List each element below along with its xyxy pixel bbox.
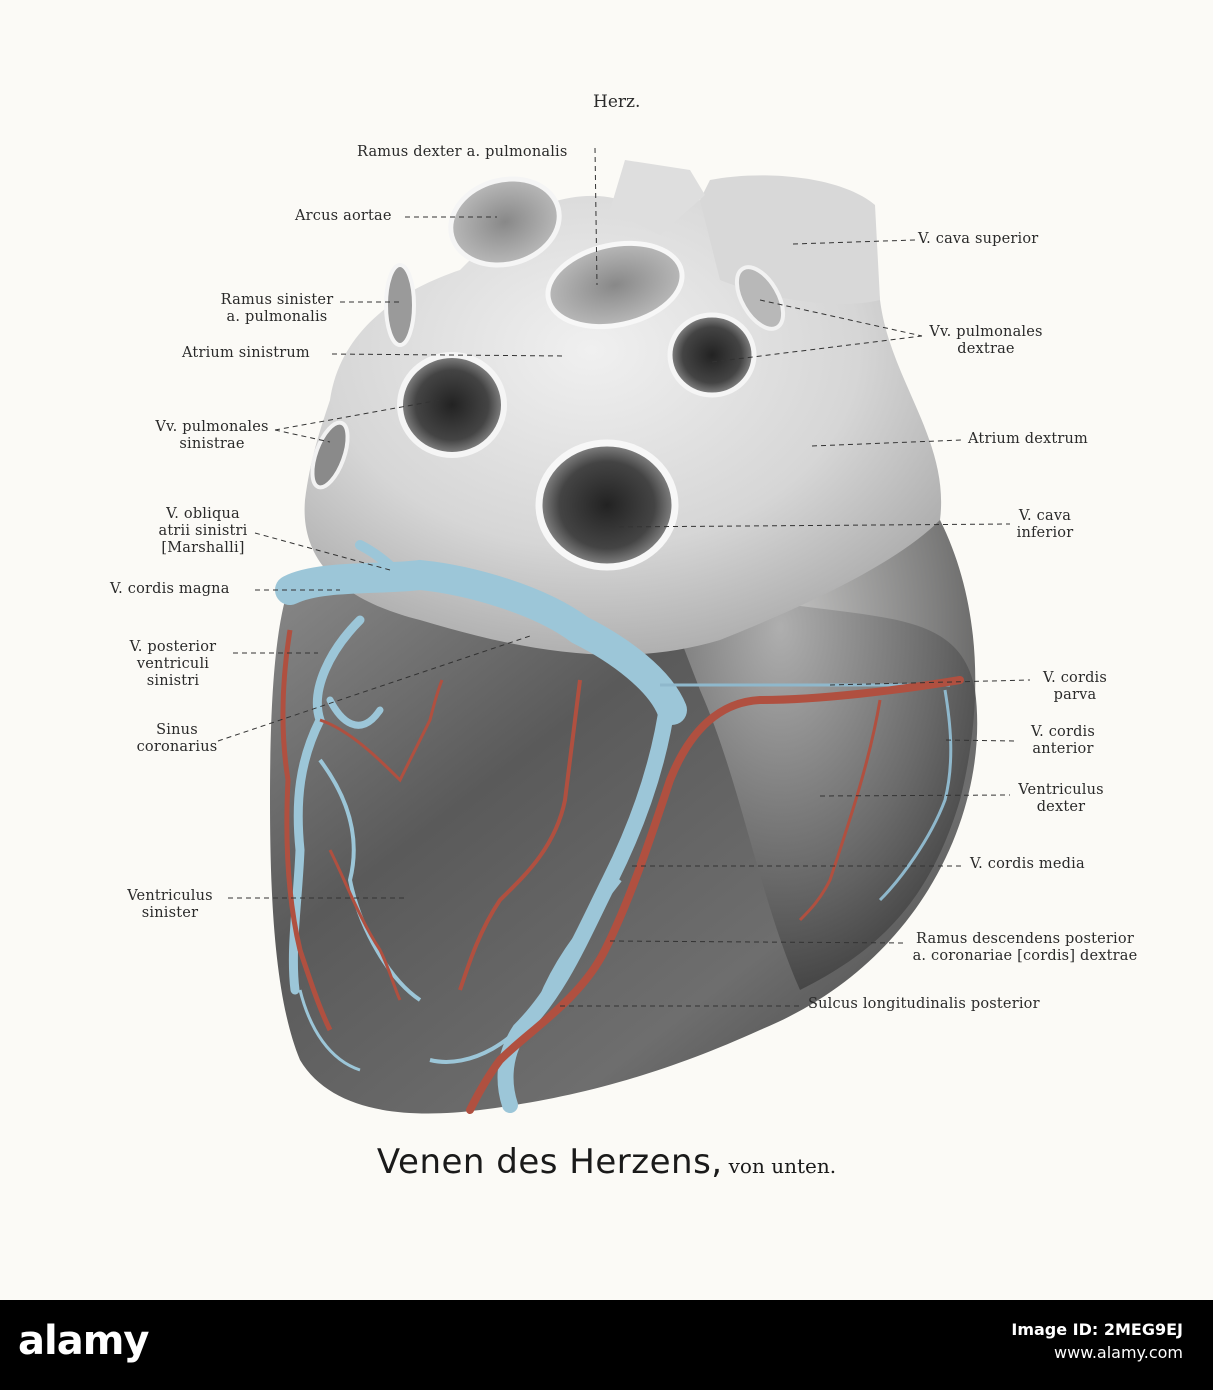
label-ventriculus-sin-line1: Ventriculus xyxy=(127,888,213,904)
label-ramus-dexter: Ramus dexter a. pulmonalis xyxy=(357,144,568,160)
label-ramus-sinister-line2: a. pulmonalis xyxy=(226,309,328,325)
label-ventriculus-sin-line2: sinister xyxy=(141,905,199,921)
label-vv-pulm-dex xyxy=(916,324,1056,358)
watermark-logo: alamy xyxy=(18,1318,149,1364)
label-v-obliqua-line3: [Marshalli] xyxy=(161,540,245,556)
v-cava-inferior-opening xyxy=(539,443,675,567)
label-vv-pulm-dex-line2: dextrae xyxy=(957,341,1015,357)
label-v-cava-superior: V. cava superior xyxy=(918,231,1039,247)
label-v-cava-inf-line2: inferior xyxy=(1016,525,1074,541)
label-atrium-sinistrum: Atrium sinistrum xyxy=(182,345,310,361)
vv-pulm-dex-opening-1 xyxy=(670,315,754,395)
label-v-obliqua-line1: V. obliqua xyxy=(166,506,240,522)
label-v-cava-inferior xyxy=(995,508,1095,542)
label-ventriculus-dex-line1: Ventriculus xyxy=(1018,782,1104,798)
watermark-bar xyxy=(0,1300,1213,1390)
label-vv-pulm-sin-line2: sinistrae xyxy=(179,436,245,452)
label-sinus-line1: Sinus xyxy=(156,722,198,738)
label-v-cordis-parva xyxy=(1025,670,1125,704)
plate-caption xyxy=(0,1142,1213,1182)
watermark-url: www.alamy.com xyxy=(1054,1343,1183,1362)
label-vv-pulm-sin xyxy=(142,419,282,453)
label-v-cordis-magna: V. cordis magna xyxy=(110,581,230,597)
label-v-cordis-ant-line2: anterior xyxy=(1032,741,1094,757)
label-sinus-line2: coronarius xyxy=(136,739,218,755)
label-ramus-sinister-line1: Ramus sinister xyxy=(220,292,334,308)
label-v-obliqua xyxy=(138,506,268,557)
vv-pulm-sin-opening-1 xyxy=(400,355,504,455)
ramus-sinister-opening xyxy=(386,265,414,345)
label-arcus-aortae: Arcus aortae xyxy=(295,208,392,224)
label-v-posterior-line1: V. posterior xyxy=(129,639,217,655)
caption-main: Venen des Herzens, xyxy=(376,1142,723,1182)
label-sulcus: Sulcus longitudinalis posterior xyxy=(808,996,1040,1012)
label-ventriculus-dexter xyxy=(1006,782,1116,816)
label-ramus-sinister xyxy=(212,292,342,326)
label-v-posterior xyxy=(108,639,238,690)
page-heading: Herz. xyxy=(593,92,641,112)
watermark-image-id: Image ID: 2MEG9EJ xyxy=(1011,1320,1183,1339)
label-v-cordis-ant-line1: V. cordis xyxy=(1030,724,1096,740)
label-v-cordis-media: V. cordis media xyxy=(970,856,1085,872)
label-ramus-desc-line1: Ramus descendens posterior xyxy=(916,931,1134,947)
label-v-cordis-parva-line1: V. cordis xyxy=(1042,670,1108,686)
label-sinus xyxy=(112,722,242,756)
caption-sub: von unten. xyxy=(728,1154,837,1178)
label-v-cava-inf-line1: V. cava xyxy=(1018,508,1072,524)
label-vv-pulm-dex-line1: Vv. pulmonales xyxy=(929,324,1043,340)
label-ramus-descendens xyxy=(905,931,1145,965)
label-ventriculus-sinister xyxy=(105,888,235,922)
label-v-posterior-line2: ventriculi xyxy=(136,656,210,672)
label-atrium-dextrum: Atrium dextrum xyxy=(968,431,1088,447)
label-v-cordis-parva-line2: parva xyxy=(1053,687,1097,703)
label-v-posterior-line3: sinistri xyxy=(146,673,200,689)
label-vv-pulm-sin-line1: Vv. pulmonales xyxy=(155,419,269,435)
label-ventriculus-dex-line2: dexter xyxy=(1036,799,1086,815)
label-ramus-desc-line2: a. coronariae [cordis] dextrae xyxy=(912,948,1138,964)
label-v-obliqua-line2: atrii sinistri xyxy=(158,523,248,539)
label-v-cordis-anterior xyxy=(1008,724,1118,758)
